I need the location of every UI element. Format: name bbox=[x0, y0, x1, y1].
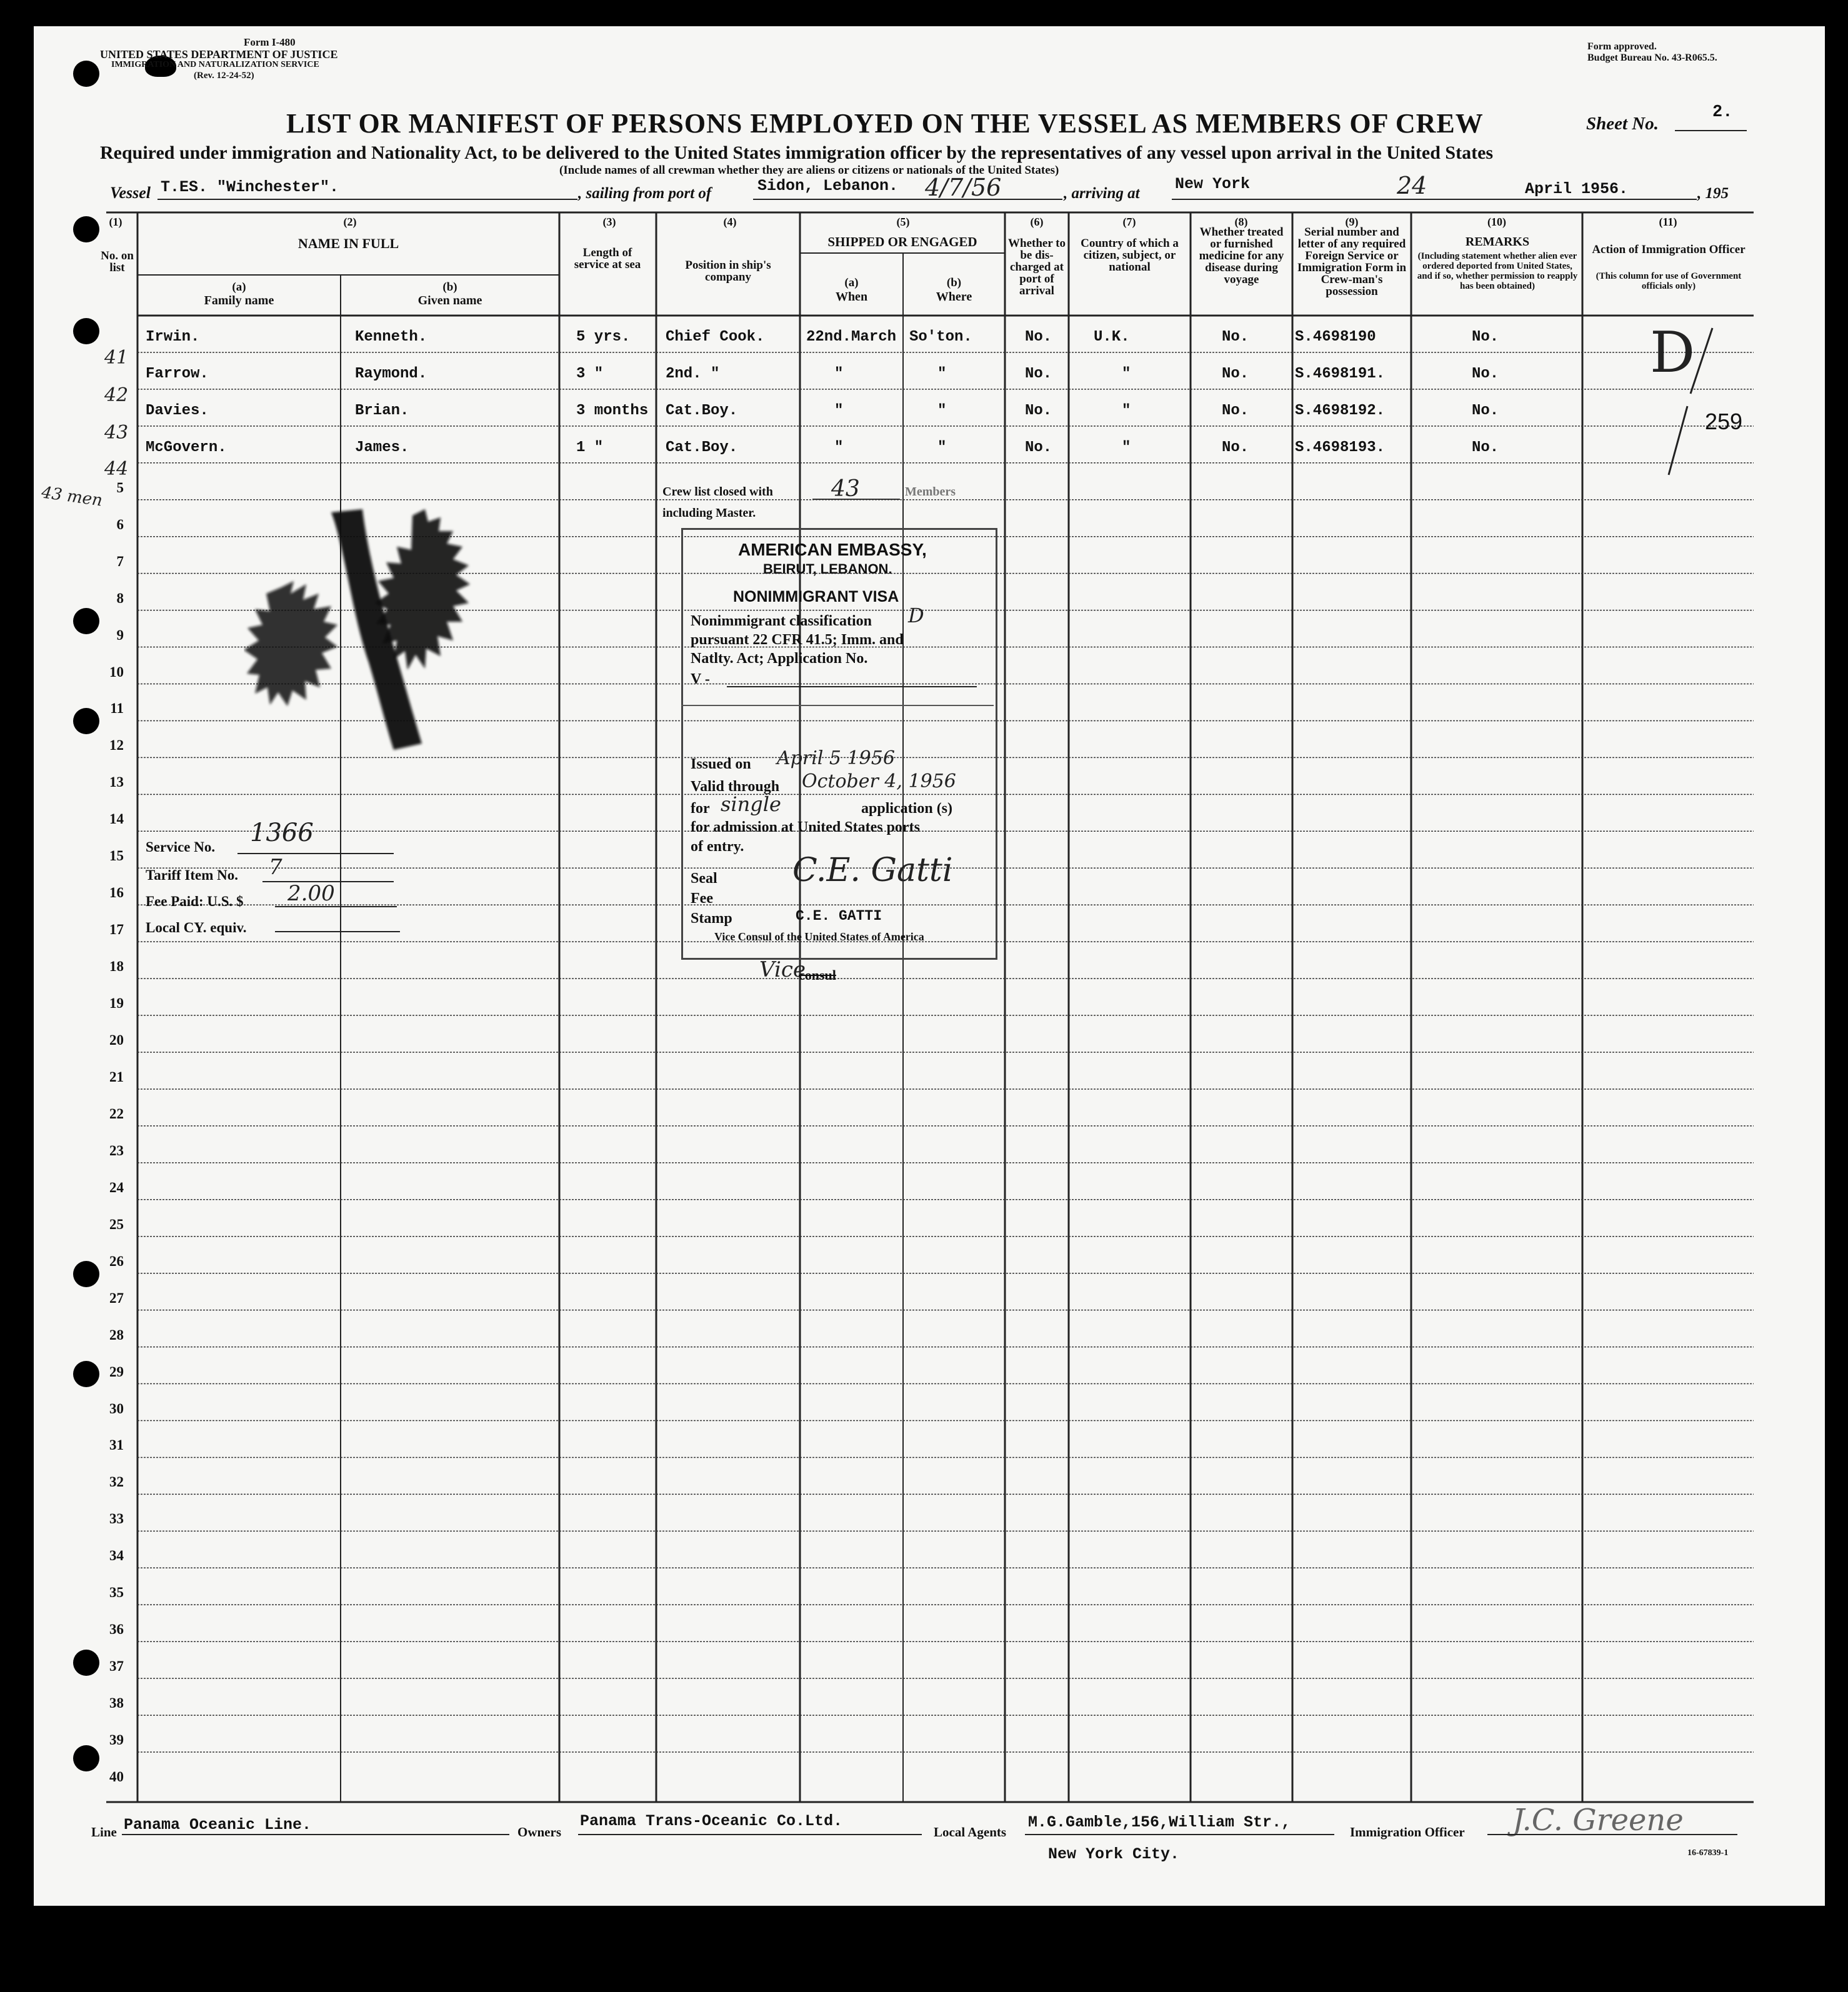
col8-number: (8) bbox=[1234, 216, 1248, 228]
row-number: 24 bbox=[109, 1179, 124, 1195]
col2b-letter: (b) bbox=[442, 281, 457, 294]
cell-given-name: James. bbox=[355, 439, 409, 456]
cell-remarks: No. bbox=[1472, 402, 1499, 419]
cell-family-name: Farrow. bbox=[146, 365, 209, 382]
row-number: 12 bbox=[109, 737, 124, 754]
cell-treated: No. bbox=[1222, 328, 1249, 346]
row-number-correction: 41 bbox=[104, 347, 129, 369]
col3-number: (3) bbox=[602, 216, 616, 228]
col9-header: Serial number and letter of any required Foreign Service or Immigration Form in Crew-man's possession bbox=[1297, 226, 1407, 298]
col2-number: (2) bbox=[343, 216, 357, 228]
departure-date-handwritten: 4/7/56 bbox=[925, 174, 1002, 201]
valid-label: Valid through bbox=[691, 779, 780, 795]
budget-bureau: Budget Bureau No. 43-R065.5. bbox=[1587, 52, 1717, 63]
seal-label: Seal bbox=[691, 870, 717, 887]
classification-label: Nonimmigrant classification bbox=[691, 613, 872, 629]
stamp-divider bbox=[681, 705, 994, 706]
col5b-header: Where bbox=[936, 290, 972, 304]
cell-treated: No. bbox=[1222, 439, 1249, 456]
cell-shipped-when: " bbox=[834, 365, 844, 382]
cell-shipped-where: So'ton. bbox=[909, 328, 972, 346]
seal-marks bbox=[244, 506, 531, 769]
cell-family-name: McGovern. bbox=[146, 439, 227, 456]
row-number: 25 bbox=[109, 1216, 124, 1232]
embassy-name: AMERICAN EMBASSY, bbox=[738, 540, 927, 559]
col10-note: (Including statement whether alien ever ordered deported from United States, and if so, whether permission to reapply has been obtained) bbox=[1417, 251, 1578, 291]
cell-serial-number: S.4698190 bbox=[1295, 328, 1376, 346]
cell-discharged: No. bbox=[1025, 402, 1052, 419]
col11-header: Action of Immigration Officer bbox=[1592, 243, 1746, 256]
arrival-day-handwritten: 24 bbox=[1397, 172, 1427, 199]
embassy-city: BEIRUT, LEBANON. bbox=[763, 561, 892, 577]
cell-serial-number: S.4698193. bbox=[1295, 439, 1386, 456]
row-number: 32 bbox=[109, 1474, 124, 1490]
fee-paid-label: Fee Paid: U.S. $ bbox=[146, 894, 244, 909]
fee-label: Fee bbox=[691, 890, 713, 907]
cell-remarks: No. bbox=[1472, 365, 1499, 382]
vessel-name: T.ES. "Winchester". bbox=[161, 178, 339, 196]
row-number: 19 bbox=[109, 995, 124, 1012]
col10-number: (10) bbox=[1487, 216, 1506, 228]
row-number-correction: 44 bbox=[104, 458, 129, 480]
service-name: IMMIGRATION AND NATURALIZATION SERVICE bbox=[111, 60, 319, 69]
cell-discharged: No. bbox=[1025, 328, 1052, 346]
fee-line bbox=[275, 906, 397, 907]
row-number: 36 bbox=[109, 1621, 124, 1638]
col5-number: (5) bbox=[896, 216, 910, 228]
cell-discharged: No. bbox=[1025, 439, 1052, 456]
form-approved: Form approved. bbox=[1587, 41, 1657, 52]
row-number: 20 bbox=[109, 1032, 124, 1048]
row-number: 33 bbox=[109, 1511, 124, 1527]
cell-service-length: 5 yrs. bbox=[576, 328, 631, 346]
cell-shipped-where: " bbox=[937, 402, 947, 419]
cell-discharged: No. bbox=[1025, 365, 1052, 382]
arrival-month-year: April 1956. bbox=[1525, 180, 1629, 198]
application-label: application (s) bbox=[861, 800, 953, 817]
arrival-port: New York bbox=[1175, 175, 1251, 193]
revision: (Rev. 12-24-52) bbox=[194, 71, 254, 81]
cell-country: " bbox=[1122, 402, 1131, 419]
issued-label: Issued on bbox=[691, 756, 751, 772]
owners-label: Owners bbox=[517, 1825, 561, 1840]
year-suffix: , 195 bbox=[1697, 185, 1729, 202]
classification-value: D bbox=[908, 604, 924, 627]
row-number: 35 bbox=[109, 1585, 124, 1601]
row-number: 5 bbox=[116, 479, 124, 496]
cell-country: " bbox=[1122, 439, 1131, 456]
print-code: 16-67839-1 bbox=[1687, 1848, 1729, 1858]
sheet-label: Sheet No. bbox=[1586, 114, 1659, 134]
row-number: 6 bbox=[116, 516, 124, 532]
cell-service-length: 1 " bbox=[576, 439, 604, 456]
col5b-letter: (b) bbox=[946, 276, 962, 289]
cell-position: Cat.Boy. bbox=[666, 439, 738, 456]
department: UNITED STATES DEPARTMENT OF JUSTICE bbox=[100, 48, 338, 61]
officer-underline bbox=[1487, 1834, 1737, 1835]
vice-handwritten: Vice bbox=[759, 957, 806, 982]
row-number: 10 bbox=[109, 664, 124, 680]
cell-remarks: No. bbox=[1472, 439, 1499, 456]
row-number: 27 bbox=[109, 1290, 124, 1306]
admission-label: for admission at United States ports bbox=[691, 819, 920, 835]
row-number: 15 bbox=[109, 848, 124, 864]
consul-struck: consul bbox=[799, 967, 836, 983]
cell-shipped-when: " bbox=[834, 439, 844, 456]
local-cy-line bbox=[275, 931, 400, 932]
cell-position: 2nd. " bbox=[666, 365, 720, 382]
cell-position: Cat.Boy. bbox=[666, 402, 738, 419]
service-no-label: Service No. bbox=[146, 839, 216, 855]
cell-family-name: Davies. bbox=[146, 402, 209, 419]
row-number: 31 bbox=[109, 1437, 124, 1453]
row-number: 39 bbox=[109, 1732, 124, 1748]
row-number: 18 bbox=[109, 959, 124, 975]
cell-position: Chief Cook. bbox=[666, 328, 765, 346]
required-statement: Required under immigration and Nationality Act, to be delivered to the United States immigration officer by the representatives of any vessel upon arrival in the United States bbox=[100, 142, 1494, 163]
crew-closed-label: Crew list closed with bbox=[662, 485, 773, 499]
owners-name: Panama Trans-Oceanic Co.Ltd. bbox=[580, 1812, 843, 1830]
entry-label: of entry. bbox=[691, 839, 744, 855]
include-statement: (Include names of all crewman whether they are aliens or citizens or nationals of the United States) bbox=[559, 164, 1059, 177]
col7-header: Country of which a citizen, subject, or national bbox=[1081, 237, 1179, 274]
col2a-letter: (a) bbox=[232, 281, 246, 294]
col7-number: (7) bbox=[1122, 216, 1136, 228]
visa-stamp bbox=[681, 528, 997, 960]
col1-header: No. on list bbox=[101, 249, 134, 274]
men-count-note: 43 men bbox=[40, 483, 104, 510]
tariff-label: Tariff Item No. bbox=[146, 867, 238, 883]
officer-signature: J.C. Greene bbox=[1512, 1803, 1684, 1838]
action-number: 259 bbox=[1705, 409, 1743, 434]
v-line bbox=[727, 686, 977, 687]
departure-port: Sidon, Lebanon. bbox=[757, 177, 899, 195]
cell-treated: No. bbox=[1222, 365, 1249, 382]
stamp-label: Stamp bbox=[691, 910, 732, 927]
row-number-correction: 42 bbox=[104, 384, 129, 406]
col5-header: SHIPPED OR ENGAGED bbox=[827, 234, 977, 249]
col6-number: (6) bbox=[1030, 216, 1044, 228]
sailing-label: , sailing from port of bbox=[578, 185, 712, 202]
col1-number: (1) bbox=[109, 216, 122, 228]
page-title: LIST OR MANIFEST OF PERSONS EMPLOYED ON THE VESSEL AS MEMBERS OF CREW bbox=[286, 108, 1484, 139]
col2b-header: Given name bbox=[417, 294, 482, 307]
col5a-letter: (a) bbox=[844, 276, 859, 289]
cell-country: " bbox=[1122, 365, 1131, 382]
row-number: 9 bbox=[116, 627, 124, 643]
cell-given-name: Kenneth. bbox=[355, 328, 427, 346]
agents-city: New York City. bbox=[1048, 1845, 1180, 1863]
col11-number: (11) bbox=[1659, 216, 1677, 228]
for-label: for bbox=[691, 800, 710, 817]
local-cy-label: Local CY. equiv. bbox=[146, 920, 247, 935]
agents-name: M.G.Gamble,156,William Str., bbox=[1028, 1813, 1291, 1831]
row-number: 11 bbox=[110, 700, 124, 717]
cell-given-name: Brian. bbox=[355, 402, 409, 419]
cell-remarks: No. bbox=[1472, 328, 1499, 346]
crew-closed-master: including Master. bbox=[662, 506, 756, 520]
line-underline bbox=[122, 1834, 509, 1835]
officer-label: Immigration Officer bbox=[1350, 1825, 1465, 1840]
cell-family-name: Irwin. bbox=[146, 328, 200, 346]
visa-v-label: V - bbox=[691, 671, 710, 687]
visa-type: NONIMMIGRANT VISA bbox=[733, 588, 899, 605]
row-number-correction: 43 bbox=[104, 422, 129, 444]
col9-number: (9) bbox=[1345, 216, 1359, 228]
row-number: 38 bbox=[109, 1695, 124, 1711]
owners-underline bbox=[578, 1834, 922, 1835]
row-number: 26 bbox=[109, 1253, 124, 1269]
form-number: Form I-480 bbox=[244, 36, 296, 48]
agents-label: Local Agents bbox=[934, 1825, 1007, 1840]
row-number: 7 bbox=[116, 553, 124, 569]
col4-header: Position in ship's company bbox=[685, 259, 771, 284]
cell-shipped-where: " bbox=[937, 439, 947, 456]
col2-header: NAME IN FULL bbox=[297, 236, 399, 251]
cell-shipped-when: 22nd.March bbox=[806, 328, 897, 346]
tariff-value: 7 bbox=[269, 855, 282, 880]
service-no-value: 1366 bbox=[250, 819, 314, 847]
issued-date: April 5 1956 bbox=[777, 747, 895, 769]
consul-title: Vice Consul of the United States of America bbox=[714, 930, 924, 943]
row-number: 40 bbox=[109, 1769, 124, 1785]
cell-serial-number: S.4698192. bbox=[1295, 402, 1386, 419]
cell-serial-number: S.4698191. bbox=[1295, 365, 1386, 382]
row-number: 29 bbox=[109, 1363, 124, 1380]
consul-signature: C.E. Gatti bbox=[792, 852, 953, 889]
cell-given-name: Raymond. bbox=[355, 365, 427, 382]
visa-pursuant: pursuant 22 CFR 41.5; Imm. and bbox=[691, 632, 904, 648]
cell-shipped-where: " bbox=[937, 365, 947, 382]
fee-paid-value: 2.00 bbox=[287, 881, 335, 906]
row-number: 28 bbox=[109, 1327, 124, 1343]
cell-service-length: 3 months bbox=[576, 402, 649, 419]
consul-name: C.E. GATTI bbox=[796, 908, 882, 924]
cell-service-length: 3 " bbox=[576, 365, 604, 382]
row-number: 37 bbox=[109, 1658, 124, 1675]
visa-natlty: Natlty. Act; Application No. bbox=[691, 650, 868, 667]
col10-header: REMARKS bbox=[1465, 235, 1530, 249]
row-number: 23 bbox=[109, 1142, 124, 1158]
row-number: 13 bbox=[109, 774, 124, 790]
application-count: single bbox=[721, 792, 781, 816]
row-number: 17 bbox=[109, 922, 124, 938]
col8-header: Whether treated or furnished medicine for any disease during voyage bbox=[1199, 226, 1284, 286]
col11-note: (This column for use of Government officials only) bbox=[1596, 271, 1742, 291]
col6-header: Whether to be dis-charged at port of arrival bbox=[1008, 237, 1066, 297]
arriving-label: , arriving at bbox=[1064, 185, 1140, 202]
cell-treated: No. bbox=[1222, 402, 1249, 419]
row-number: 30 bbox=[109, 1400, 124, 1417]
row-number: 14 bbox=[109, 811, 124, 827]
cell-shipped-when: " bbox=[834, 402, 844, 419]
cell-country: U.K. bbox=[1094, 328, 1130, 346]
action-mark-strokes bbox=[1625, 325, 1725, 487]
crew-closed-members: Members bbox=[905, 485, 956, 499]
valid-date: October 4, 1956 bbox=[802, 770, 956, 792]
shipping-line: Panama Oceanic Line. bbox=[124, 1816, 312, 1834]
row-number: 34 bbox=[109, 1548, 124, 1564]
col3-header: Length of service at sea bbox=[574, 246, 641, 271]
row-number: 21 bbox=[109, 1068, 124, 1085]
row-number: 16 bbox=[109, 885, 124, 901]
line-label: Line bbox=[91, 1825, 117, 1840]
col2a-header: Family name bbox=[204, 294, 274, 307]
row-number: 8 bbox=[116, 590, 124, 606]
action-mark-d: D bbox=[1650, 320, 1696, 386]
crew-closed-count: 43 bbox=[831, 476, 860, 502]
agents-underline bbox=[1025, 1834, 1334, 1835]
col5a-header: When bbox=[835, 290, 868, 304]
service-line bbox=[237, 853, 394, 854]
vessel-label: Vessel bbox=[110, 184, 151, 202]
crew-count-line bbox=[812, 499, 900, 500]
sheet-number: 2. bbox=[1712, 103, 1733, 122]
row-number: 22 bbox=[109, 1105, 124, 1122]
col4-number: (4) bbox=[723, 216, 737, 228]
